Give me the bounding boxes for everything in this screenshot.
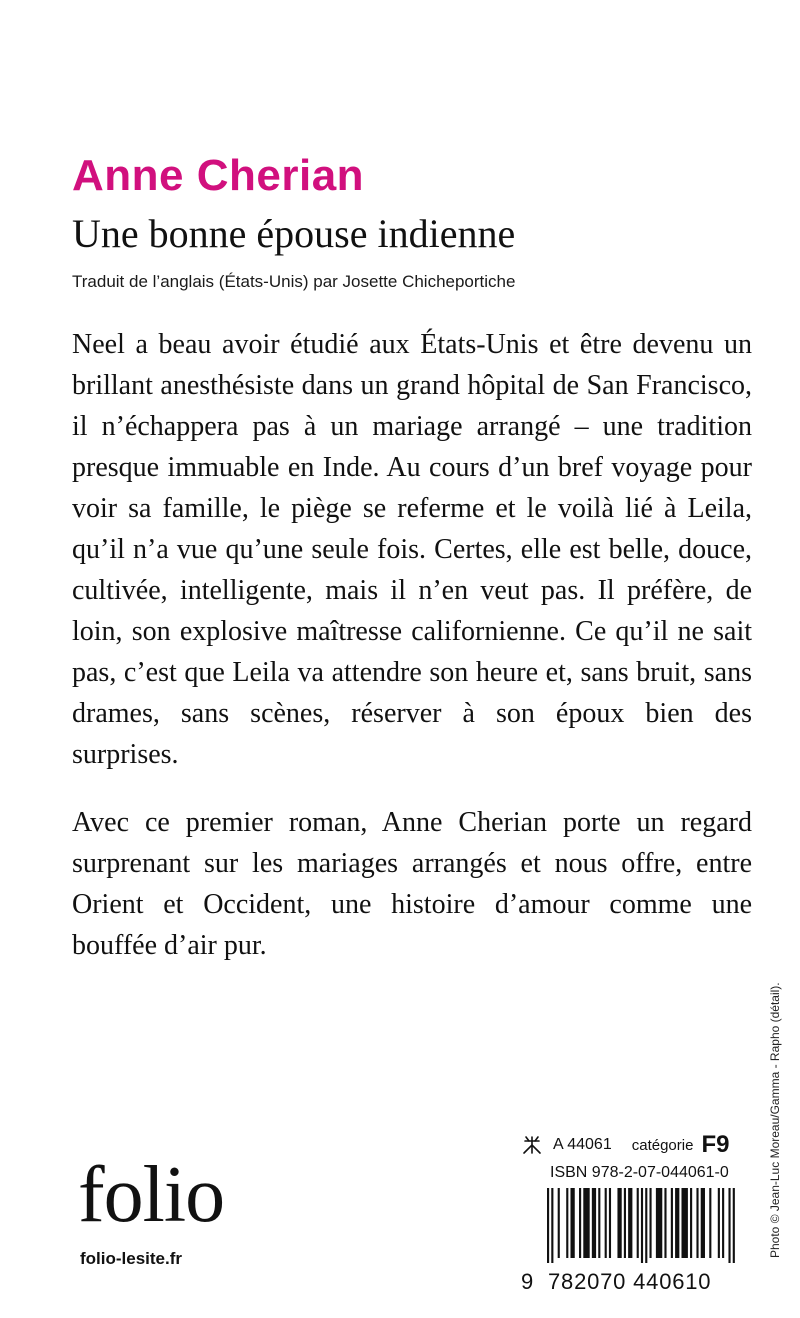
- barcode-digits: [521, 1269, 743, 1295]
- barcode-bar: [675, 1188, 679, 1258]
- barcode-bar: [592, 1188, 596, 1258]
- catalog-info: [521, 1130, 729, 1160]
- barcode-bar: [681, 1188, 687, 1258]
- barcode-bar: [637, 1188, 639, 1258]
- barcode-main-digits: 782070 440610: [548, 1269, 712, 1294]
- barcode-bar: [609, 1188, 611, 1258]
- barcode-bar: [579, 1188, 581, 1258]
- barcode-bar: [551, 1188, 553, 1263]
- barcode-bar: [605, 1188, 607, 1258]
- barcode-bar: [709, 1188, 711, 1258]
- barcode-bar: [645, 1188, 647, 1263]
- barcode-bar: [598, 1188, 600, 1258]
- barcode-bar: [583, 1188, 589, 1258]
- barcode-bar: [547, 1188, 549, 1263]
- barcode-bar: [656, 1188, 662, 1258]
- barcode-bar: [628, 1188, 632, 1258]
- barcode-bar: [701, 1188, 705, 1258]
- barcode-bar: [664, 1188, 666, 1258]
- barcode-lead-digit: 9: [521, 1269, 534, 1294]
- barcode-bar: [733, 1188, 735, 1263]
- barcode-bar: [624, 1188, 626, 1258]
- photo-credit: Photo © Jean-Luc Moreau/Gamma - Rapho (détail).: [768, 982, 782, 1258]
- barcode-bar: [570, 1188, 574, 1258]
- synopsis-text-2: Avec ce premier roman, Anne Cherian porte un regard surprenant sur les mariages arrangés et nous offre, entre Orient et Occident, une histoire d’amour comme une bouffée d’air pur.: [72, 807, 752, 961]
- barcode-bar: [558, 1188, 560, 1258]
- barcode-bar: [641, 1188, 643, 1263]
- barcode-bar: [728, 1188, 730, 1263]
- barcode-bar: [617, 1188, 621, 1258]
- barcode-bar: [671, 1188, 673, 1258]
- isbn-number: ISBN 978-2-07-044061-0: [550, 1164, 729, 1181]
- synopsis-paragraph-1: [72, 324, 752, 775]
- publisher-website: folio-lesite.fr: [80, 1249, 183, 1268]
- synopsis-paragraph-2: [72, 802, 752, 966]
- category-label: catégorie: [631, 1136, 694, 1154]
- folio-logo: folio: [78, 1151, 225, 1239]
- barcode-bar: [722, 1188, 724, 1258]
- catalog-code: A 44061: [553, 1136, 612, 1153]
- barcode-bar: [649, 1188, 651, 1258]
- book-title: Une bonne épouse indienne: [72, 211, 516, 256]
- gallimard-pressmark-icon: [521, 1135, 543, 1155]
- barcode-bar: [718, 1188, 720, 1258]
- barcode-bar: [696, 1188, 698, 1258]
- translator-credit: Traduit de l’anglais (États-Unis) par Josette Chicheportiche: [72, 272, 516, 291]
- barcode-bar: [566, 1188, 568, 1258]
- category-value: F9: [701, 1131, 730, 1158]
- synopsis-text-1: Neel a beau avoir étudié aux États-Unis et être devenu un brillant anesthésiste dans un grand hôpital de San Francisco, il n’échappera pas à un mariage arrangé – une tradition presque immuable en Inde. Au cours d’un bref voyage pour voir sa famille, le piège se referme et le voilà lié à Leila, qu’il n’a vue qu’une seule fois. Certes, elle est belle, douce, cultivée, intelligente, mais il n’en veut pas. Il préfère, de loin, son explosive maîtresse californienne. Ce qu’il ne sait pas, c’est que Leila va attendre son heure et, sans bruit, sans drames, sans scènes, réserver à son époux bien des surprises.: [72, 329, 752, 770]
- isbn-barcode: [547, 1188, 737, 1263]
- barcode-bar: [690, 1188, 692, 1258]
- author-name: Anne Cherian: [72, 151, 365, 200]
